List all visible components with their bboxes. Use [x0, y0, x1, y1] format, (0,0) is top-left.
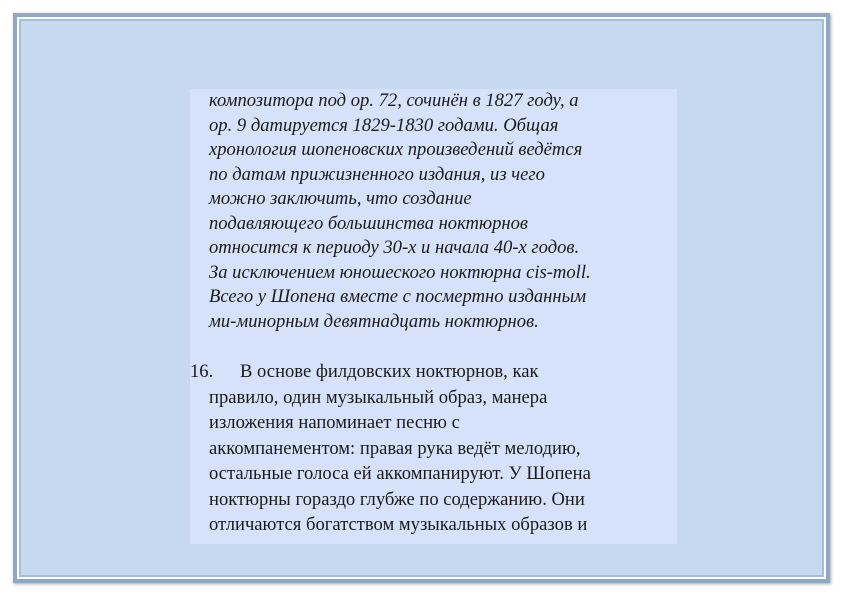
paragraph-line: композитора под ор. 72, сочинён в 1827 году, а	[209, 90, 579, 111]
italic-paragraph	[209, 89, 671, 334]
paragraph-line: аккомпанементом: правая рука ведёт мелодию,	[209, 437, 581, 459]
paragraph-line: правило, один музыкальный образ, манера	[209, 386, 548, 408]
numbered-paragraph	[190, 359, 677, 538]
paragraph-line: изложения напоминает песню с	[209, 412, 460, 433]
paragraph-line: по датам прижизненного издания, из чего	[209, 163, 545, 185]
paragraph-line: ми-минорным девятнадцать ноктюрнов.	[209, 310, 539, 332]
paragraph-line: подавляющего большинства ноктюрнов	[209, 212, 528, 234]
list-number: 16.	[190, 361, 214, 382]
text-box	[190, 89, 677, 544]
paragraph-line: отличаются богатством музыкальных образов и	[209, 514, 588, 535]
numbered-paragraph-first-line	[190, 359, 677, 385]
paragraph-line: За исключением юношеского ноктюрна cis-moll.	[209, 261, 591, 283]
paragraph-line: можно заключить, что создание	[209, 188, 472, 209]
paragraph-line: Всего у Шопена вместе с посмертно изданным	[209, 286, 587, 307]
paragraph-line: ноктюрны гораздо глубже по содержанию. Они	[209, 488, 585, 510]
paragraph-line: хронология шопеновских произведений ведётся	[209, 139, 583, 160]
paragraph-line: В основе филдовских ноктюрнов, как	[240, 361, 539, 382]
slide-background	[13, 13, 830, 583]
paragraph-line: относится к периоду 30-х и начала 40-х годов.	[209, 237, 580, 258]
paragraph-line: ор. 9 датируется 1829-1830 годами. Общая	[209, 114, 559, 136]
paragraph-line: остальные голоса ей аккомпанируют. У Шопена	[209, 463, 591, 484]
